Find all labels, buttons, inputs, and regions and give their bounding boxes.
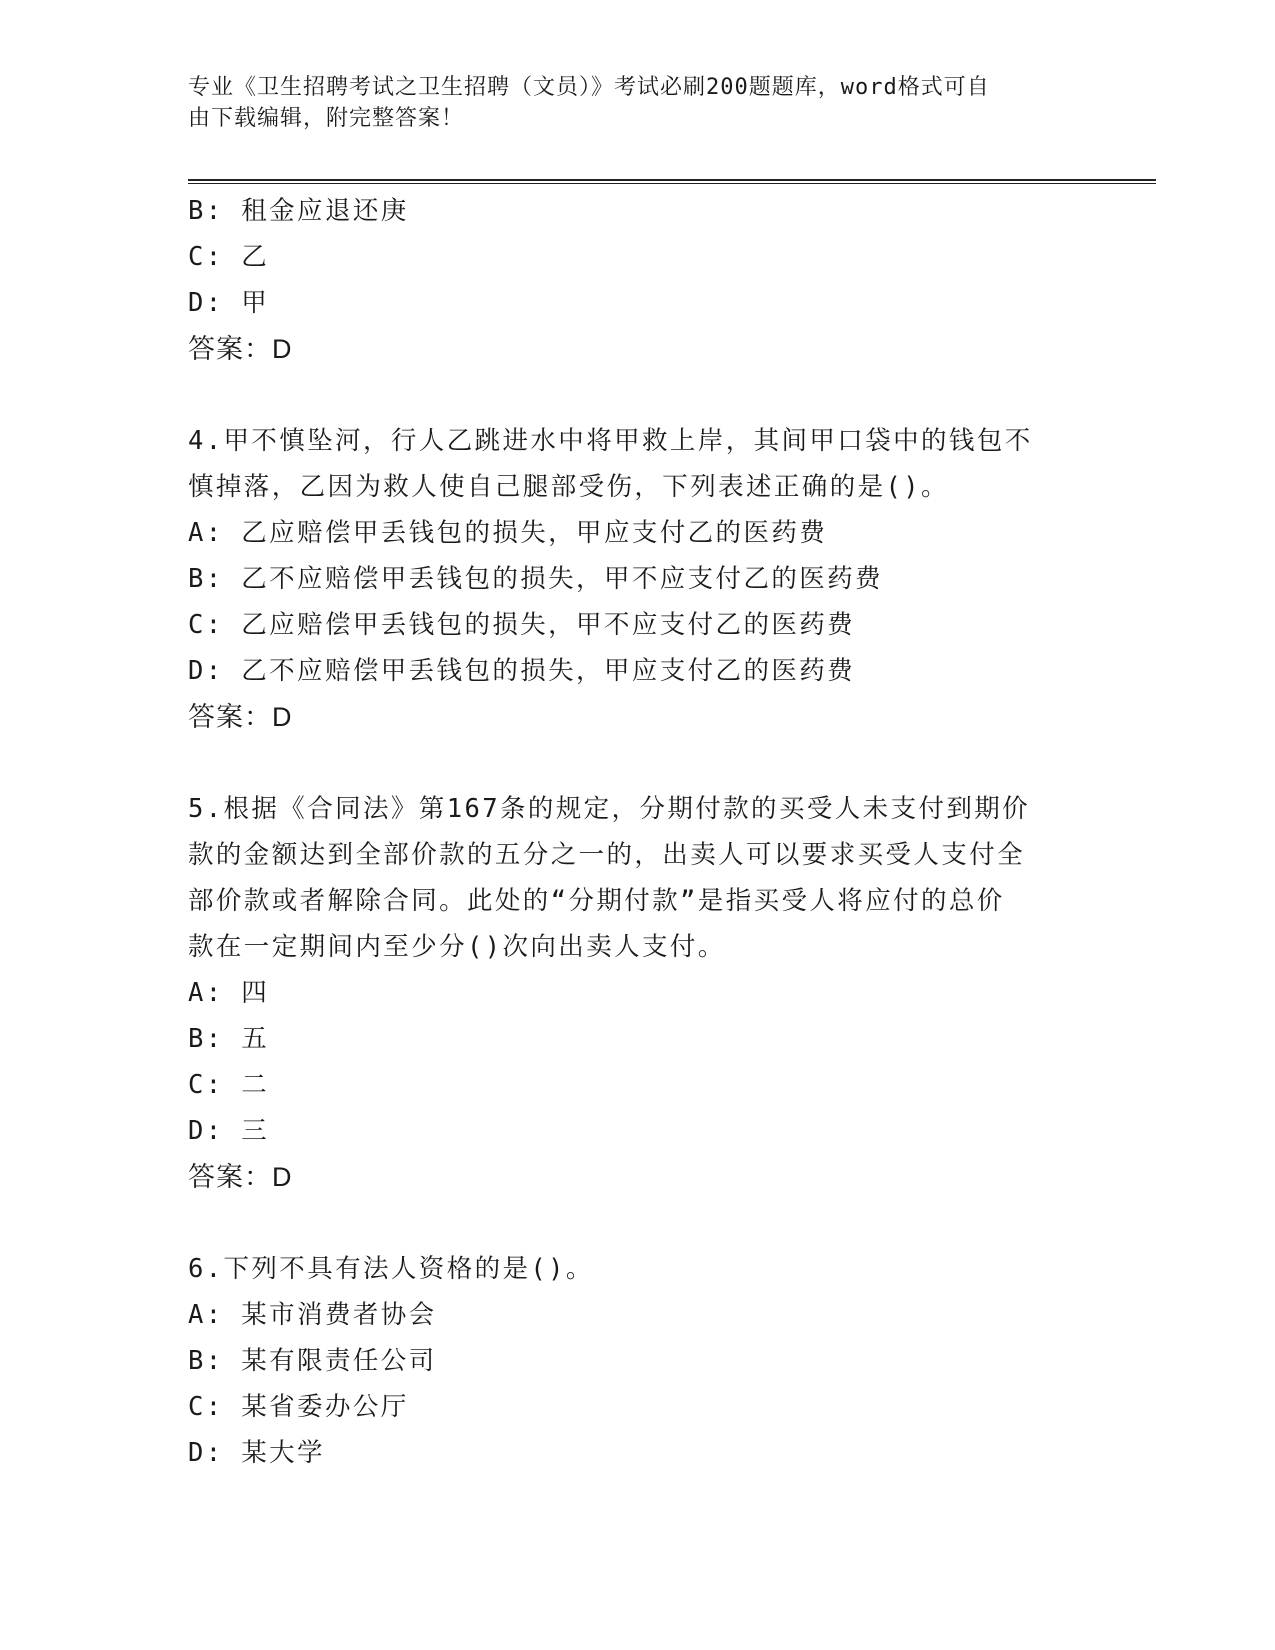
header-divider-thick <box>188 179 1156 181</box>
question-stem-line: 款在一定期间内至少分()次向出卖人支付。 <box>188 932 726 962</box>
question-6 <box>188 1246 1068 1476</box>
option-a: A: 乙应赔偿甲丢钱包的损失，甲应支付乙的医药费 <box>188 518 828 548</box>
question-stem-line: 款的金额达到全部价款的五分之一的，出卖人可以要求买受人支付全 <box>188 840 1026 870</box>
option-b: B: 某有限责任公司 <box>188 1346 437 1376</box>
answer: 答案：D <box>188 334 293 364</box>
option-c: C: 乙应赔偿甲丢钱包的损失，甲不应支付乙的医药费 <box>188 610 856 640</box>
header-line-1: 专业《卫生招聘考试之卫生招聘（文员）》考试必刷200题题库，word格式可自 <box>188 75 990 100</box>
question-4 <box>188 418 1068 740</box>
question-stem-line: 慎掉落，乙因为救人使自己腿部受伤，下列表述正确的是()。 <box>188 472 949 502</box>
answer: 答案：D <box>188 1162 293 1192</box>
option-a: A: 某市消费者协会 <box>188 1300 437 1330</box>
question-list <box>188 188 1068 1476</box>
option-c: C: 二 <box>188 1070 270 1100</box>
option-d: D: 三 <box>188 1116 270 1146</box>
option-b: B: 五 <box>188 1024 270 1054</box>
option-c: C: 某省委办公厅 <box>188 1392 409 1422</box>
option-b: B: 租金应退还庚 <box>188 196 409 226</box>
spacer <box>188 372 1068 418</box>
answer: 答案：D <box>188 702 293 732</box>
option-d: D: 甲 <box>188 288 270 318</box>
question-stem-line: 5.根据《合同法》第167条的规定，分期付款的买受人未支付到期价 <box>188 794 1031 824</box>
option-d: D: 某大学 <box>188 1438 325 1468</box>
option-c: C: 乙 <box>188 242 270 272</box>
option-b: B: 乙不应赔偿甲丢钱包的损失，甲不应支付乙的医药费 <box>188 564 883 594</box>
question-stem-line: 6.下列不具有法人资格的是()。 <box>188 1254 594 1284</box>
question-stem-line: 4.甲不慎坠河，行人乙跳进水中将甲救上岸，其间甲口袋中的钱包不 <box>188 426 1033 456</box>
option-d: D: 乙不应赔偿甲丢钱包的损失，甲应支付乙的医药费 <box>188 656 856 686</box>
header-divider-thin <box>188 183 1156 184</box>
spacer <box>188 740 1068 786</box>
spacer <box>188 1200 1068 1246</box>
header-line-2: 由下载编辑，附完整答案！ <box>188 106 465 131</box>
question-3 <box>188 188 1068 372</box>
document-header <box>188 72 1088 134</box>
question-stem-line: 部价款或者解除合同。此处的“分期付款”是指买受人将应付的总价 <box>188 886 1005 916</box>
option-a: A: 四 <box>188 978 270 1008</box>
question-5 <box>188 786 1068 1200</box>
